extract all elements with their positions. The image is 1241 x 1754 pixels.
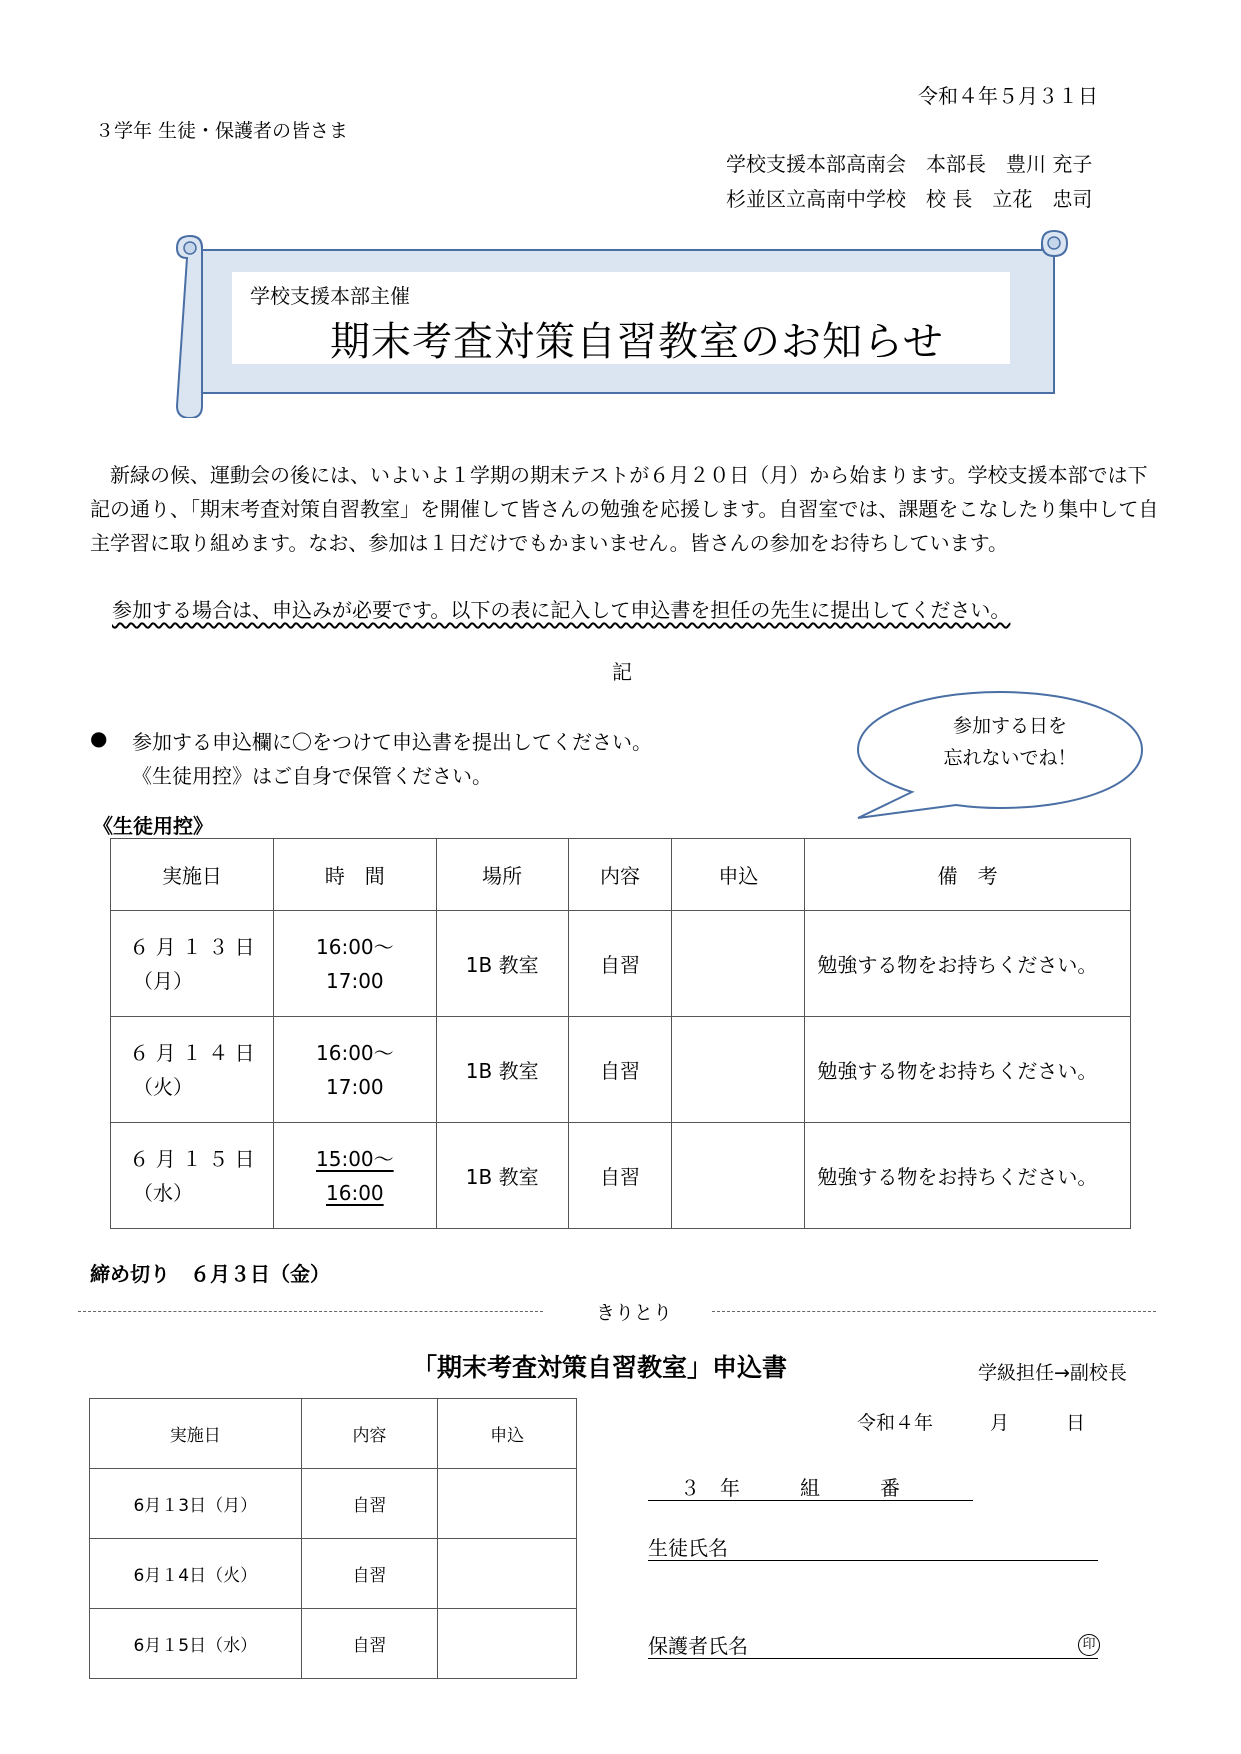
date-text: ６ 月 １ ４ 日	[129, 1040, 255, 1065]
ki-heading: 記	[612, 660, 632, 684]
deadline: 締め切り ６月３日（金）	[90, 1262, 330, 1286]
note-cell: 勉強する物をお持ちください。	[805, 1123, 1131, 1229]
form-content-cell: 自習	[301, 1609, 438, 1679]
day-text: （火）	[133, 1074, 193, 1099]
table-row	[90, 1609, 577, 1679]
form-header-date: 実施日	[90, 1399, 302, 1469]
content-cell: 自習	[568, 911, 672, 1017]
apply-cell[interactable]	[672, 1123, 805, 1229]
place-cell: 1B 教室	[436, 911, 568, 1017]
form-header-content: 内容	[301, 1399, 438, 1469]
content-cell: 自習	[568, 1123, 672, 1229]
bullet-line-1: 参加する申込欄に〇をつけて申込書を提出してください。	[132, 730, 652, 754]
bullet-line-2: 《生徒用控》はご自身で保管ください。	[132, 764, 492, 788]
table-row	[90, 1539, 577, 1609]
class-number-line: ３ 年 組 番	[680, 1476, 900, 1500]
content-cell: 自習	[568, 1017, 672, 1123]
form-apply-cell[interactable]	[438, 1539, 577, 1609]
recipient-line: ３学年 生徒・保護者の皆さま	[95, 120, 349, 142]
time-cell	[273, 1123, 436, 1229]
table-row	[111, 1017, 1131, 1123]
time-end: 17:00	[326, 968, 384, 993]
table-row	[90, 1469, 577, 1539]
apply-cell[interactable]	[672, 911, 805, 1017]
student-copy-label: 《生徒用控》	[93, 814, 213, 838]
header-date: 実施日	[111, 839, 274, 911]
date-cell	[111, 1017, 274, 1123]
date-cell	[111, 1123, 274, 1229]
application-notice: 参加する場合は、申込みが必要です。以下の表に記入して申込書を担任の先生に提出してください。	[112, 598, 1011, 622]
student-name-label: 生徒氏名	[648, 1536, 728, 1560]
cut-label: きりとり	[596, 1302, 673, 1324]
bubble-line-2: 忘れないでね！	[943, 747, 1077, 769]
apply-cell[interactable]	[672, 1017, 805, 1123]
time-start: 16:00～	[316, 1040, 394, 1065]
form-header-row	[90, 1399, 577, 1469]
form-apply-cell[interactable]	[438, 1609, 577, 1679]
bubble-line-1: 参加する日を	[952, 715, 1067, 737]
intro-paragraph: 新緑の候、運動会の後には、いよいよ１学期の期末テストが６月２０日（月）から始まります。学校支援本部では下記の通り、「期末考査対策自習教室」を開催して皆さんの勉強を応援します。自習室では、課題をこなしたり集中して自主学習に取り組めます。なお、参加は１日だけでもかまいません。皆さんの参加をお待ちしています。	[90, 463, 1159, 555]
date-text: ６ 月 １ ５ 日	[129, 1146, 255, 1171]
schedule-header-row	[111, 839, 1131, 911]
form-content-cell: 自習	[301, 1539, 438, 1609]
time-start: 15:00～	[316, 1146, 394, 1171]
time-start: 16:00～	[316, 934, 394, 959]
form-date-cell: 6月１5日（水）	[90, 1609, 302, 1679]
form-date-cell: 6月１3日（月）	[90, 1469, 302, 1539]
table-row	[111, 911, 1131, 1017]
time-end: 16:00	[326, 1180, 384, 1205]
header-content: 内容	[568, 839, 672, 911]
class-underline	[648, 1500, 973, 1501]
time-end: 17:00	[326, 1074, 384, 1099]
sender-line-1: 学校支援本部高南会 本部長 豊川 充子	[726, 152, 1093, 176]
banner-title: 期末考査対策自習教室のお知らせ	[330, 319, 944, 365]
form-date-line: 令和４年 月 日	[857, 1412, 1086, 1434]
date-cell	[111, 911, 274, 1017]
form-title: 「期末考査対策自習教室」申込書	[412, 1353, 788, 1382]
table-row	[111, 1123, 1131, 1229]
seal-mark: 印	[1078, 1634, 1100, 1656]
note-cell: 勉強する物をお持ちください。	[805, 911, 1131, 1017]
student-name-field[interactable]	[648, 1560, 1098, 1561]
bullet-icon: ●	[90, 726, 108, 750]
notice-date: 令和４年５月３１日	[918, 84, 1098, 108]
form-content-cell: 自習	[301, 1469, 438, 1539]
day-text: （水）	[133, 1180, 193, 1205]
place-cell: 1B 教室	[436, 1123, 568, 1229]
guardian-name-label: 保護者氏名	[648, 1634, 748, 1658]
speech-bubble-text	[900, 710, 1120, 774]
banner-subtitle: 学校支援本部主催	[250, 284, 410, 308]
form-date-cell: 6月１4日（火）	[90, 1539, 302, 1609]
schedule-table	[110, 838, 1131, 1229]
cut-line-right	[712, 1311, 1156, 1312]
date-text: ６ 月 １ ３ 日	[129, 934, 255, 959]
note-cell: 勉強する物をお持ちください。	[805, 1017, 1131, 1123]
guardian-name-field[interactable]	[648, 1658, 1098, 1659]
form-apply-cell[interactable]	[438, 1469, 577, 1539]
form-table	[89, 1398, 577, 1679]
time-cell	[273, 1017, 436, 1123]
header-place: 場所	[436, 839, 568, 911]
header-note: 備 考	[805, 839, 1131, 911]
sender-line-2: 杉並区立高南中学校 校 長 立花 忠司	[726, 187, 1093, 211]
place-cell: 1B 教室	[436, 1017, 568, 1123]
day-text: （月）	[133, 968, 193, 993]
form-header-apply: 申込	[438, 1399, 577, 1469]
header-time: 時 間	[273, 839, 436, 911]
cut-line-left	[78, 1311, 543, 1312]
header-apply: 申込	[672, 839, 805, 911]
form-route: 学級担任→副校長	[978, 1362, 1127, 1384]
time-cell	[273, 911, 436, 1017]
